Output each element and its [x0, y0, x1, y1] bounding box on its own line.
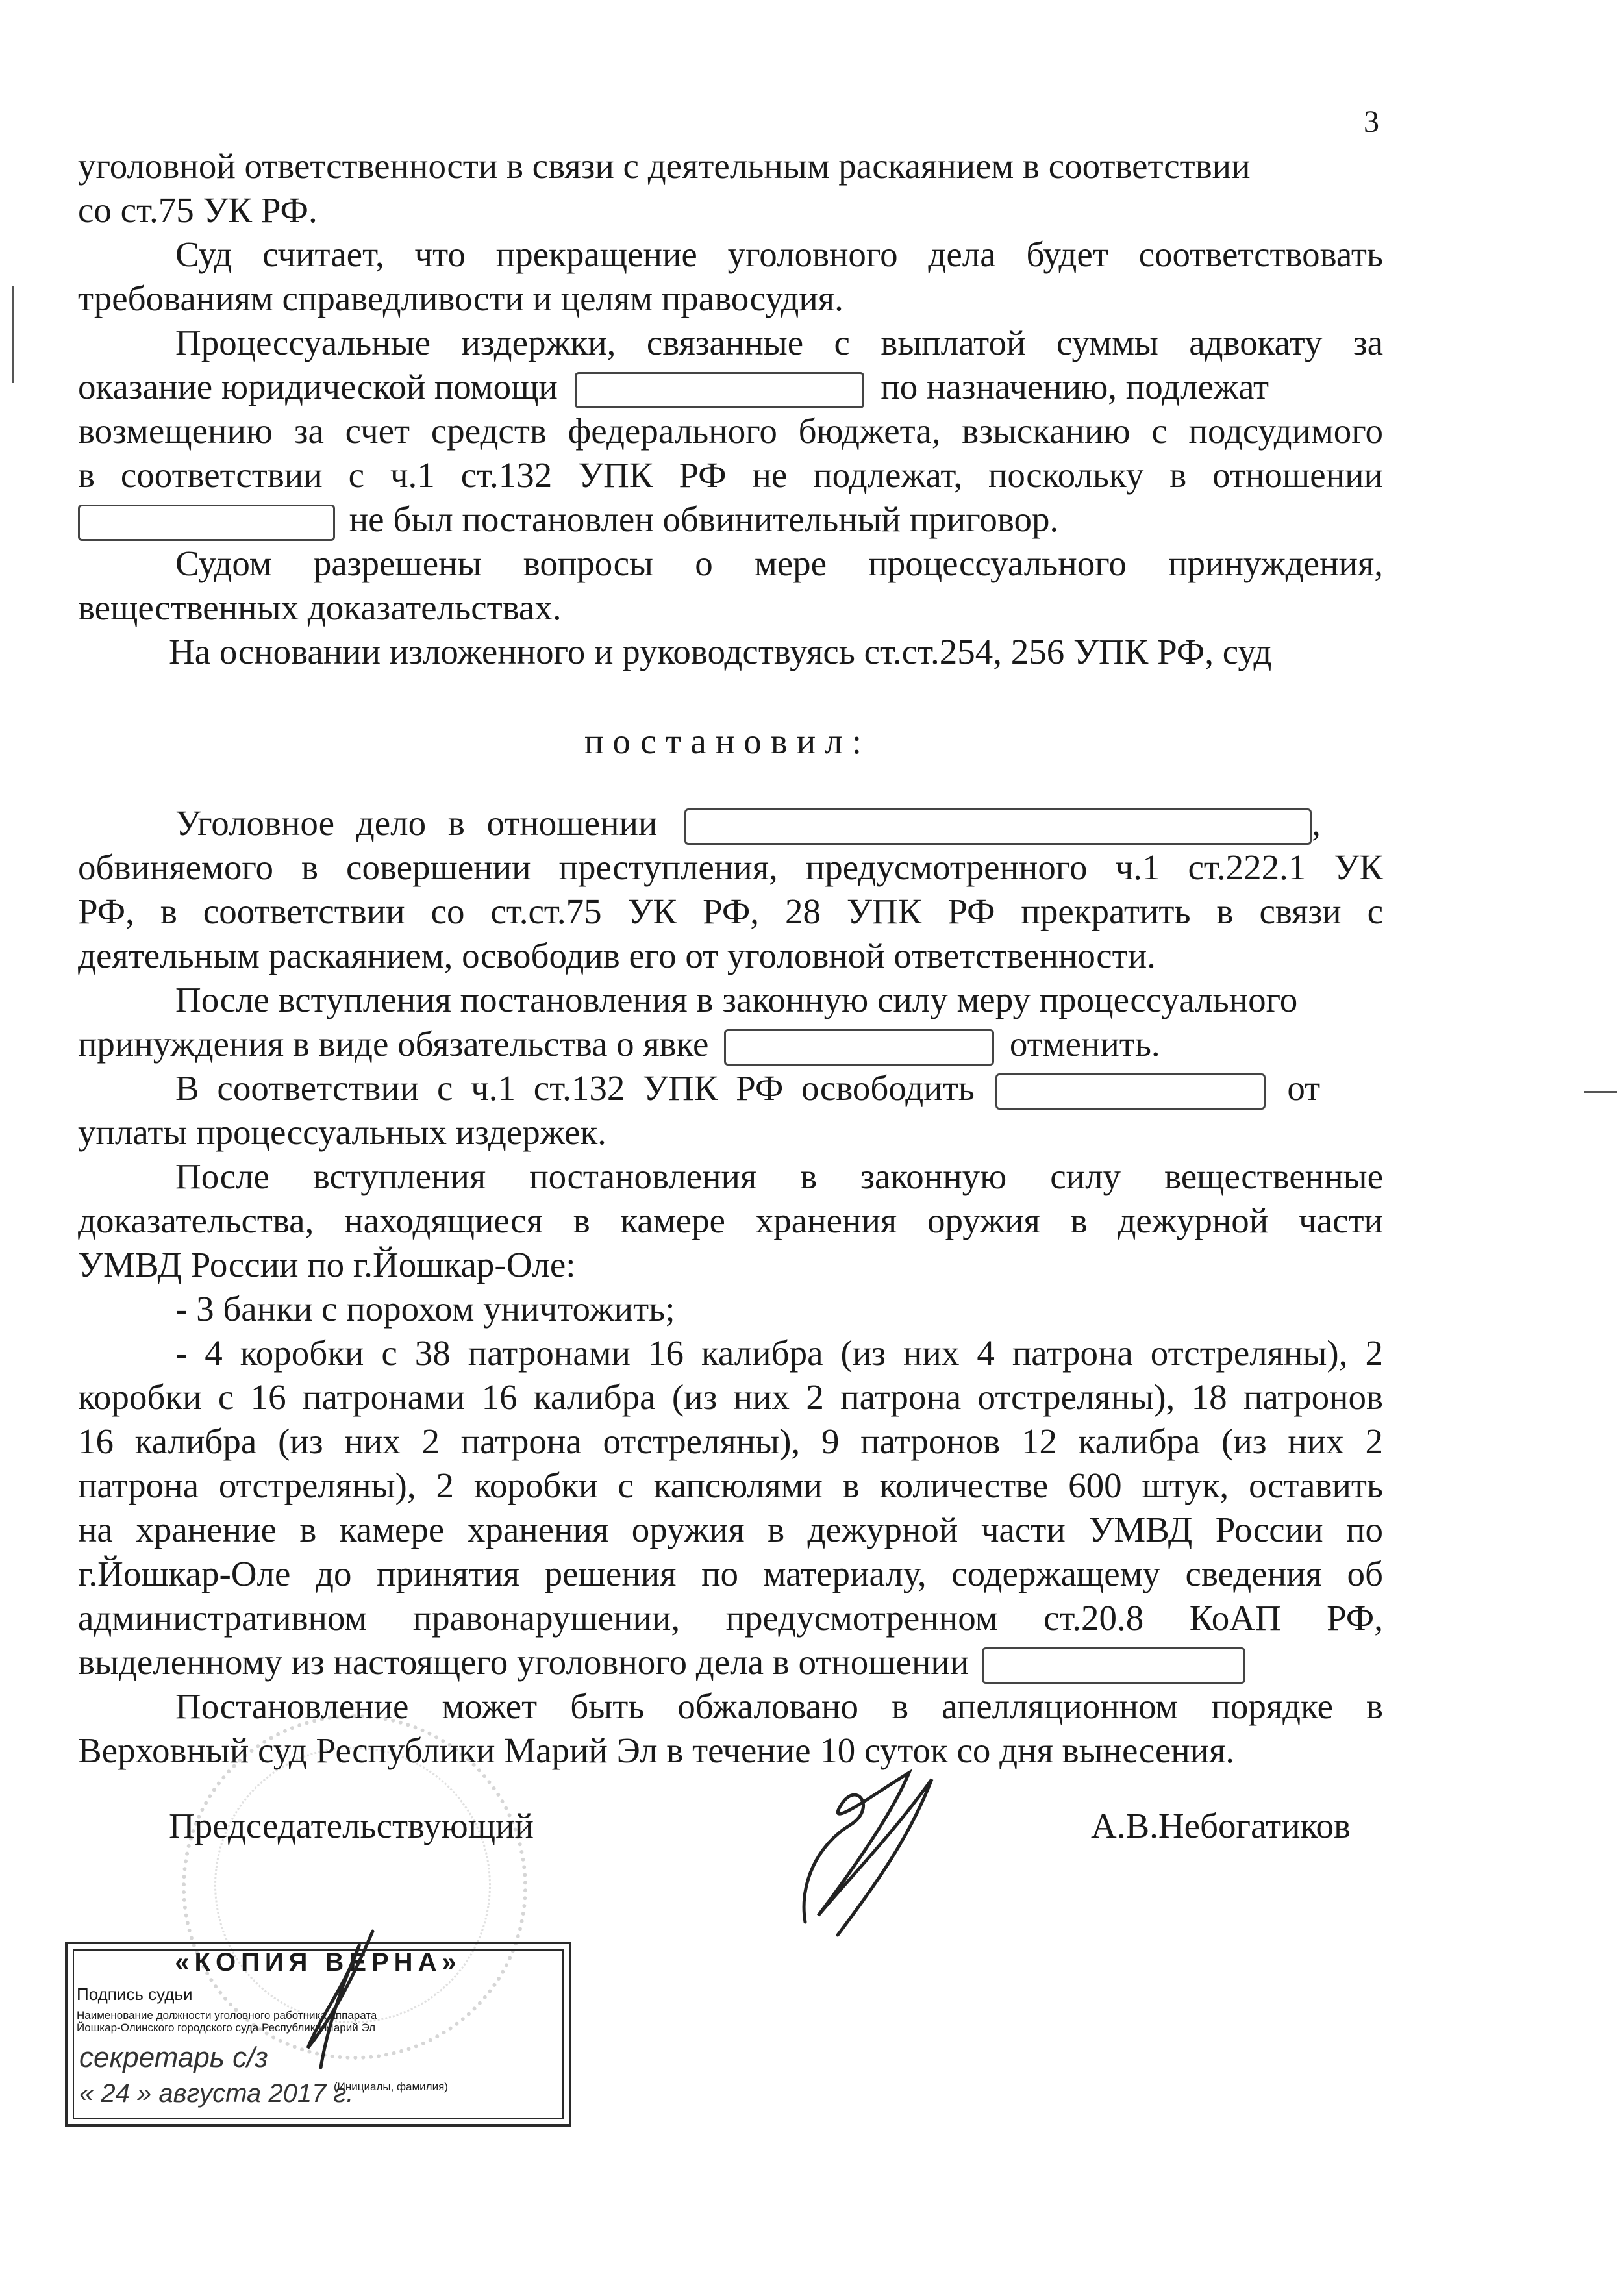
text-line: обвиняемого в совершении преступления, предусмотренного ч.1 ст.222.1 УК: [78, 847, 1383, 887]
stamp-signature-label: Подпись судьи: [77, 1984, 193, 2004]
ruling-heading: постановил:: [584, 721, 871, 761]
stamp-handwritten-position: секретарь с/з: [79, 2042, 268, 2073]
text-line: УМВД России по г.Йошкар-Оле:: [78, 1245, 576, 1284]
left-margin-mark: [12, 286, 14, 383]
text-line: После вступления постановления в законную силу вещественные: [175, 1156, 1383, 1196]
text-line: уплаты процессуальных издержек.: [78, 1112, 606, 1152]
redacted-name: [78, 505, 335, 541]
text-line: коробки с 16 патронами 16 калибра (из них 2 патрона отстреляны), 18 патронов: [78, 1377, 1383, 1417]
text-line: Верховный суд Республики Марий Эл в течение 10 суток со дня вынесения.: [78, 1731, 1235, 1770]
stamp-position-text: Наименование должности уголовного работника аппарата Йошкар-Олинского городского суда Республики Марий Эл: [77, 2009, 377, 2034]
text-line: в соответствии с ч.1 ст.132 УПК РФ не подлежат, поскольку в отношении: [78, 455, 1383, 495]
text-line: требованиям справедливости и целям правосудия.: [78, 279, 843, 318]
text-line: уголовной ответственности в связи с деятельным раскаянием в соответствии: [78, 146, 1251, 186]
text-line: В соответствии с ч.1 ст.132 УПК РФ освободить от: [175, 1066, 1383, 1110]
redacted-name: [982, 1647, 1245, 1684]
certified-copy-stamp: [65, 1942, 571, 2127]
judge-name: А.В.Небогатиков: [1091, 1806, 1351, 1845]
stamp-signature: [282, 1918, 386, 2074]
text-line: выделенному из настоящего уголовного дела в отношении: [78, 1640, 1245, 1684]
text-line: - 4 коробки с 38 патронами 16 калибра (из них 4 патрона отстреляны), 2: [175, 1333, 1383, 1373]
text-line: - 3 банки с порохом уничтожить;: [175, 1289, 675, 1329]
text-line: возмещению за счет средств федерального бюджета, взысканию с подсудимого: [78, 411, 1383, 451]
stamp-date: « 24 » августа 2017 г.: [79, 2079, 354, 2108]
presiding-judge-label: Председательствующий: [169, 1806, 534, 1845]
text-line: Судом разрешены вопросы о мере процессуального принуждения,: [175, 544, 1383, 583]
redacted-name: [684, 808, 1312, 845]
text-line: Уголовное дело в отношении ,: [175, 801, 1383, 845]
redacted-name: [724, 1029, 994, 1066]
text-line: Суд считает, что прекращение уголовного дела будет соответствовать: [175, 234, 1383, 274]
text-line: принуждения в виде обязательства о явке отменить.: [78, 1022, 1160, 1066]
text-line: на хранение в камере хранения оружия в дежурной части УМВД России по: [78, 1510, 1383, 1549]
text-line: РФ, в соответствии со ст.ст.75 УК РФ, 28 УПК РФ прекратить в связи с: [78, 892, 1383, 931]
right-margin-mark: [1584, 1091, 1617, 1093]
text-line: Процессуальные издержки, связанные с выплатой суммы адвокату за: [175, 323, 1383, 362]
text-line: деятельным раскаянием, освободив его от уголовной ответственности.: [78, 936, 1156, 975]
text-line: вещественных доказательствах.: [78, 588, 562, 627]
text-line: 16 калибра (из них 2 патрона отстреляны), 9 патронов 12 калибра (из них 2: [78, 1421, 1383, 1461]
text-line: патрона отстреляны), 2 коробки с капсюлями в количестве 600 штук, оставить: [78, 1466, 1383, 1505]
text-line: оказание юридической помощи по назначению, подлежат: [78, 365, 1383, 409]
stamp-title: «КОПИЯ ВЕРНА»: [175, 1948, 462, 1977]
text-line: После вступления постановления в законную силу меру процессуального: [175, 980, 1298, 1019]
text-line: Постановление может быть обжаловано в апелляционном порядке в: [175, 1686, 1383, 1726]
stamp-initials-note: (Инициалы, фамилия): [334, 2081, 448, 2093]
redacted-name: [575, 372, 864, 408]
redacted-name: [995, 1073, 1266, 1110]
judge-signature: [779, 1753, 948, 1948]
text-line: г.Йошкар-Оле до принятия решения по материалу, содержащему сведения об: [78, 1554, 1383, 1593]
text-line: На основании изложенного и руководствуясь ст.ст.254, 256 УПК РФ, суд: [169, 632, 1272, 671]
text-line: административном правонарушении, предусмотренном ст.20.8 КоАП РФ,: [78, 1598, 1383, 1638]
text-line: не был постановлен обвинительный приговор.: [78, 497, 1058, 542]
text-line: доказательства, находящиеся в камере хранения оружия в дежурной части: [78, 1201, 1383, 1240]
page-number: 3: [1364, 105, 1379, 139]
text-line: со ст.75 УК РФ.: [78, 190, 318, 230]
